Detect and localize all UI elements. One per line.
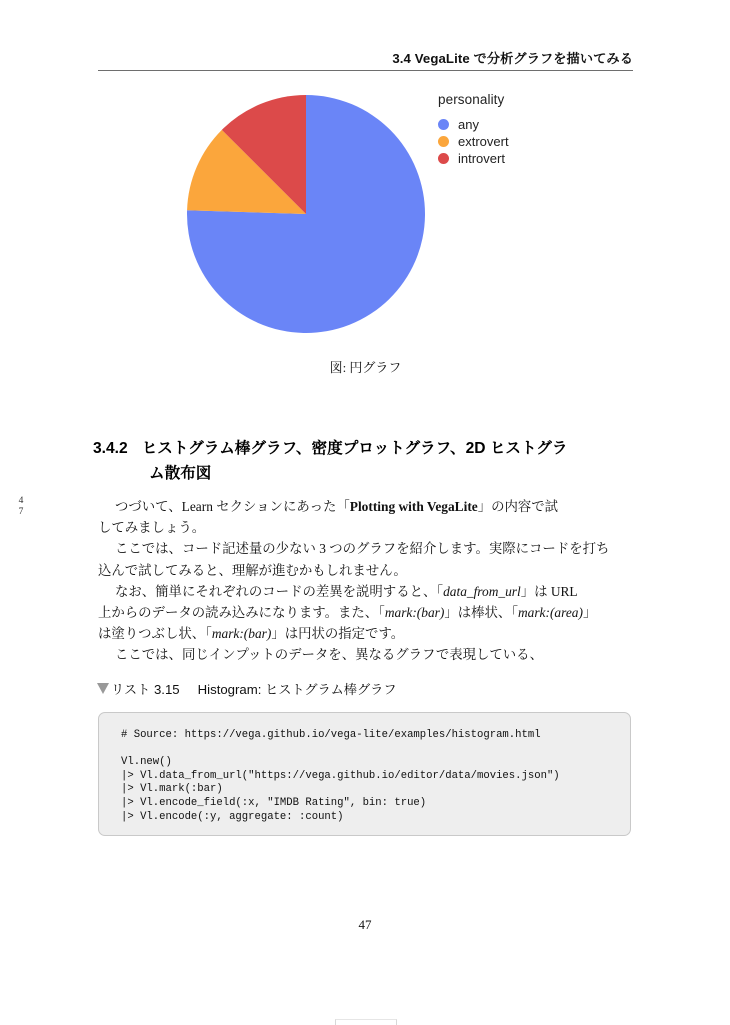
p3-l3-text-a: は塗りつぶし状、「: [98, 626, 212, 642]
code-line-5: |> Vl.mark(:bar): [121, 783, 223, 796]
paragraph-4-line-1: [98, 644, 635, 665]
p3-code-mark-bar-1: mark:(bar): [384, 605, 445, 621]
page-edge-decoration: [335, 1019, 397, 1025]
p2-text-l1: ここでは、コード記述量の少ない 3 つのグラフを紹介します。実際にコードを打ち: [115, 541, 610, 557]
legend-label-extrovert: extrovert: [458, 133, 509, 149]
paragraph-1: [98, 496, 635, 538]
p1-emphasis-plotting-with-vegalite: Plotting with VegaLite: [349, 499, 478, 514]
section-number: 3.4.2: [93, 440, 128, 457]
p3-code-mark-area: mark:(area): [517, 605, 583, 621]
legend-item-introvert: [438, 150, 618, 167]
paragraph-3: [98, 581, 635, 645]
paragraph-3-line-1: [98, 581, 635, 602]
pie-chart-plot-area: [186, 94, 426, 334]
legend-label-any: any: [458, 116, 479, 132]
paragraph-3-line-2: [98, 602, 635, 623]
p3-code-mark-bar-2: mark:(bar): [211, 626, 272, 642]
legend-swatch-circle-icon: [438, 119, 449, 130]
legend-swatch-circle-icon: [438, 136, 449, 147]
legend-item-any: [438, 116, 618, 133]
section-title-line-2: ム散布図: [149, 465, 212, 482]
p1-text-b: 」の内容で試: [477, 499, 559, 514]
legend-label-introvert: introvert: [458, 150, 505, 166]
p3-l2-text-c: 」: [582, 605, 597, 621]
pie-slices: [187, 95, 425, 333]
p3-code-data-from-url: data_from_url: [443, 583, 521, 599]
legend-title: personality: [438, 92, 505, 107]
margin-page-marker: [14, 496, 28, 518]
figure-caption: 図: 円グラフ: [329, 360, 402, 375]
section-heading: [93, 436, 639, 486]
page-number: 47: [358, 917, 372, 932]
p4-text-l1: ここでは、同じインプットのデータを、異なるグラフで表現している、: [115, 647, 543, 663]
p3-l2-text-b: 」は棒状、「: [444, 605, 518, 621]
code-blank-line: [121, 743, 630, 757]
listing-title: Histogram: ヒストグラム棒グラフ: [197, 682, 397, 697]
section-title-line-1: ヒストグラム棒グラフ、密度プロットグラフ、2D ヒストグラ: [141, 440, 568, 457]
margin-page-digit-2: 7: [18, 507, 24, 517]
paragraph-2: [98, 538, 635, 580]
code-line-4: |> Vl.data_from_url("https://vega.github.io/editor/data/movies.json"): [121, 769, 560, 782]
figure-pie-chart: [98, 84, 633, 384]
legend-item-extrovert: [438, 133, 618, 150]
listing-label: リスト 3.15: [111, 682, 180, 697]
p3-l2-text-a: 上からのデータの読み込みになります。また、「: [98, 605, 385, 621]
body-text: [98, 496, 635, 666]
code-line-1: # Source: https://vega.github.io/vega-lite/examples/histogram.html: [121, 729, 541, 741]
p3-l3-text-b: 」は円状の指定です。: [271, 626, 405, 642]
pie-chart-svg: [186, 94, 426, 334]
paragraph-2-line-2: 込んで試してみると、理解が進むかもしれません。: [98, 562, 407, 578]
paragraph-1-line-2: してみましょう。: [98, 520, 206, 536]
margin-page-digit-1: 4: [18, 496, 24, 506]
p1-text-a: つづいて、Learn セクションにあった「: [115, 499, 350, 514]
listing-caption: [97, 679, 397, 698]
legend-swatch-circle-icon: [438, 153, 449, 164]
triangle-down-icon: [97, 683, 109, 694]
paragraph-4: [98, 644, 635, 665]
code-line-3: Vl.new(): [121, 756, 172, 769]
p3-text-a: なお、簡単にそれぞれのコードの差異を説明すると、「: [115, 583, 444, 599]
paragraph-2-line-1: [98, 538, 635, 559]
header-rule: [98, 70, 633, 71]
code-block: [98, 712, 631, 836]
code-line-7: |> Vl.encode(:y, aggregate: :count): [121, 810, 344, 823]
pie-chart-legend: [438, 92, 618, 167]
paragraph-3-line-3: [98, 623, 635, 644]
paragraph-1-line-1: [98, 496, 635, 517]
code-line-6: |> Vl.encode_field(:x, "IMDB Rating", bin: true): [121, 796, 427, 809]
running-header-title: 3.4 VegaLite で分析グラフを描いてみる: [392, 51, 633, 66]
p3-text-b: 」は URL: [520, 583, 578, 599]
